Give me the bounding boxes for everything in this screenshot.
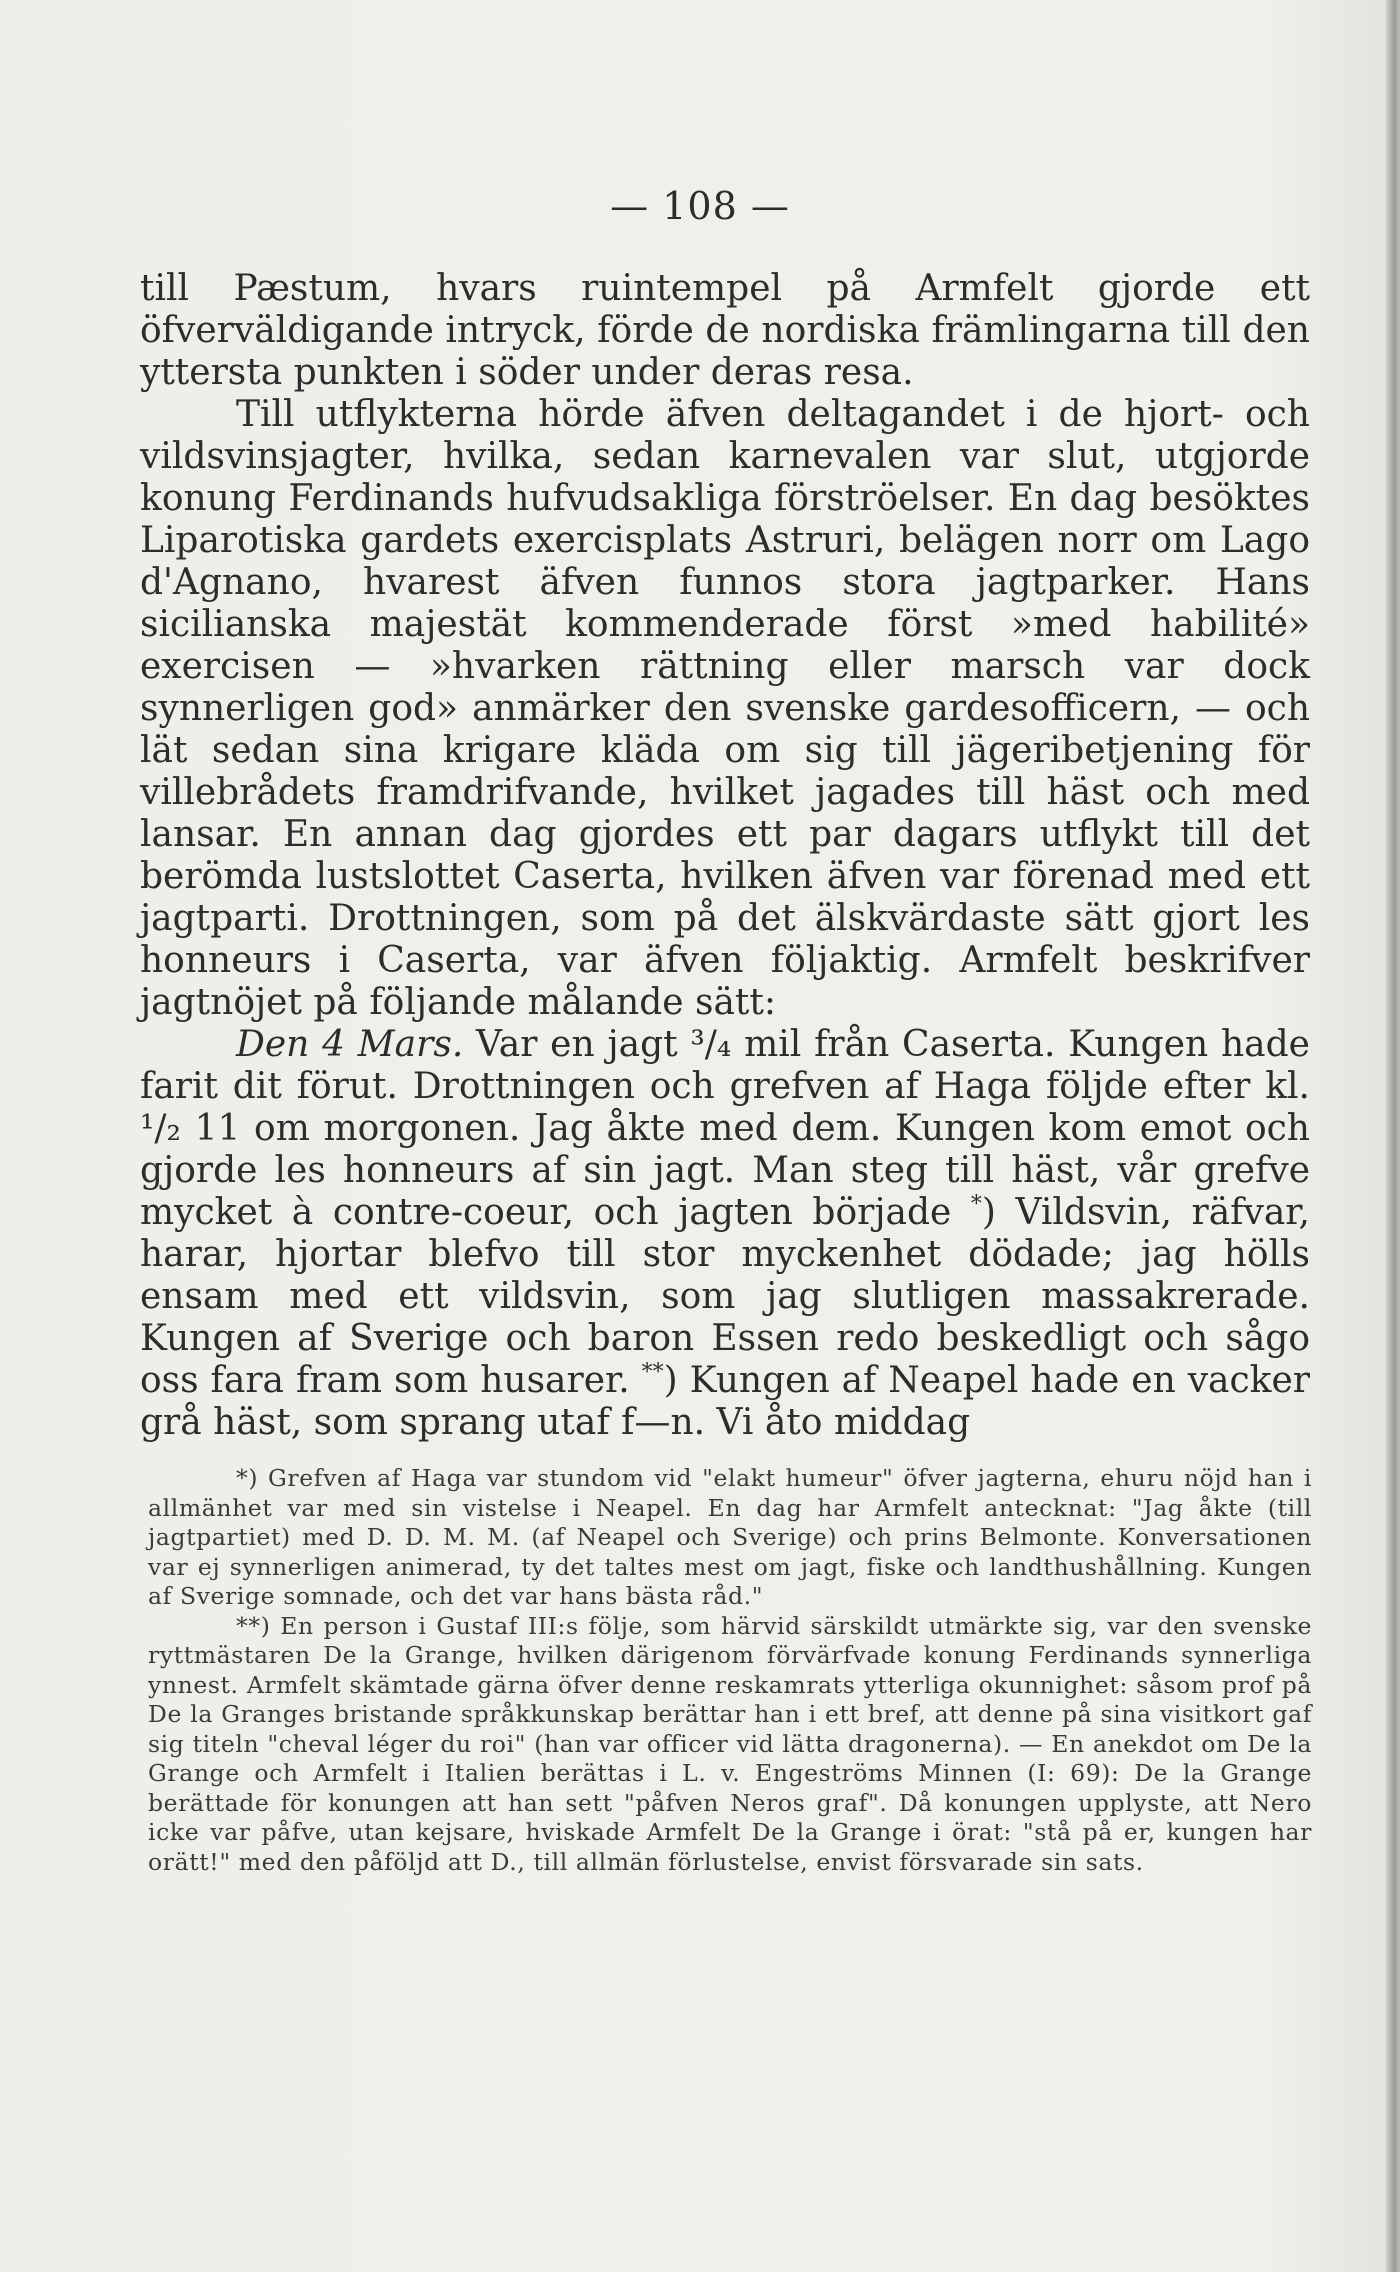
footnote-ref-2: **	[641, 1360, 664, 1385]
fraction: ¹/₂	[140, 1108, 181, 1149]
footnotes	[148, 1464, 1312, 1877]
main-text	[140, 268, 1310, 1444]
text-run: ) Vildsvin, räfvar, harar, hjortar blefvo till stor myckenhet dödade; jag hölls ensam med ett vildsvin, som jag slutligen massakrerade. Kungen af Sverige och baron Essen redo beskedligt och sågo oss fara fram som husarer.	[140, 1192, 1310, 1401]
paragraph-1: till Pæstum, hvars ruintempel på Armfelt gjorde ett öfverväldigande intryck, förde de nordiska främlingarna till den yttersta punkten i söder under deras resa.	[140, 268, 1310, 393]
footnote-ref-1: *	[970, 1192, 982, 1217]
footnote-2: **) En person i Gustaf III:s följe, som härvid särskildt utmärkte sig, var den svenske ryttmästaren De la Grange, hvilken därigenom förvärfvade konung Ferdinands synnerliga ynnest. Armfelt skämtade gärna öfver denne reskamrats ytterliga okunnighet: såsom prof på De la Granges bristande språkkunskap berättar han i ett bref, att denne på sina visitkort gaf sig titeln "cheval léger du roi" (han var officer vid lätta dragonerna). — En anekdot om De la Grange och Armfelt i Italien berättas i L. v. Engeströms Minnen (I: 69): De la Grange berättade för konungen att han sett "påfven Neros graf". Då konungen upplyste, att Nero icke var påfve, utan kejsare, hviskade Armfelt De la Grange i örat: "stå på er, kungen har orätt!" med den påföljd att D., till allmän förlustelse, envist försvarade sin sats.	[148, 1611, 1312, 1876]
page-edge	[1386, 0, 1400, 2272]
paragraph-2: Till utflykterna hörde äfven deltagandet i de hjort- och vildsvinsjagter, hvilka, sedan karnevalen var slut, utgjorde konung Ferdinands hufvudsakliga förströelser. En dag besöktes Liparotiska gardets exercisplats Astruri, belägen norr om Lago d'Agnano, hvarest äfven funnos stora jagtparker. Hans sicilianska majestät kommenderade först »med habilité» exercisen — »hvarken rättning eller marsch var dock synnerligen god» anmärker den svenske gardesofficern, — och lät sedan sina krigare kläda om sig till jägeribetjening för villebrådets framdrifvande, hvilket jagades till häst och med lansar. En annan dag gjordes ett par dagars utflykt till det berömda lustslottet Caserta, hvilken äfven var förenad med ett jagtparti. Drottningen, som på det älskvärdaste sätt gjort les honneurs i Caserta, var äfven följaktig. Armfelt beskrifver jagtnöjet på följande målande sätt:	[140, 394, 1310, 1023]
diary-date: Den 4 Mars.	[236, 1024, 464, 1065]
footnote-1: *) Grefven af Haga var stundom vid "elakt humeur" öfver jagterna, ehuru nöjd han i allmänhet var med sin vistelse i Neapel. En dag har Armfelt antecknat: "Jag åkte (till jagtpartiet) med D. D. M. M. (af Neapel och Sverige) och prins Belmonte. Konversationen var ej synnerligen animerad, ty det taltes mest om jagt, fiske och landthushållning. Kungen af Sverige somnade, och det var hans bästa råd."	[148, 1464, 1312, 1610]
text-run: mil från Caserta. Kungen hade farit dit förut. Drottningen och grefven af Haga följde efter kl.	[140, 1024, 1310, 1107]
fraction: ³/₄	[690, 1024, 732, 1065]
page-number: — 108 —	[610, 184, 790, 228]
text-run: Var en jagt	[463, 1024, 691, 1065]
text-run: ) Kungen af Neapel hade en vacker grå häst, som sprang utaf f—n. Vi åto middag	[140, 1360, 1310, 1443]
text-run: 11 om morgonen. Jag åkte med dem. Kungen kom emot och gjorde les honneurs af sin jagt. Man steg till häst, vår grefve mycket à contre-coeur, och jagten började	[140, 1108, 1310, 1233]
paragraph-3	[140, 1024, 1310, 1444]
